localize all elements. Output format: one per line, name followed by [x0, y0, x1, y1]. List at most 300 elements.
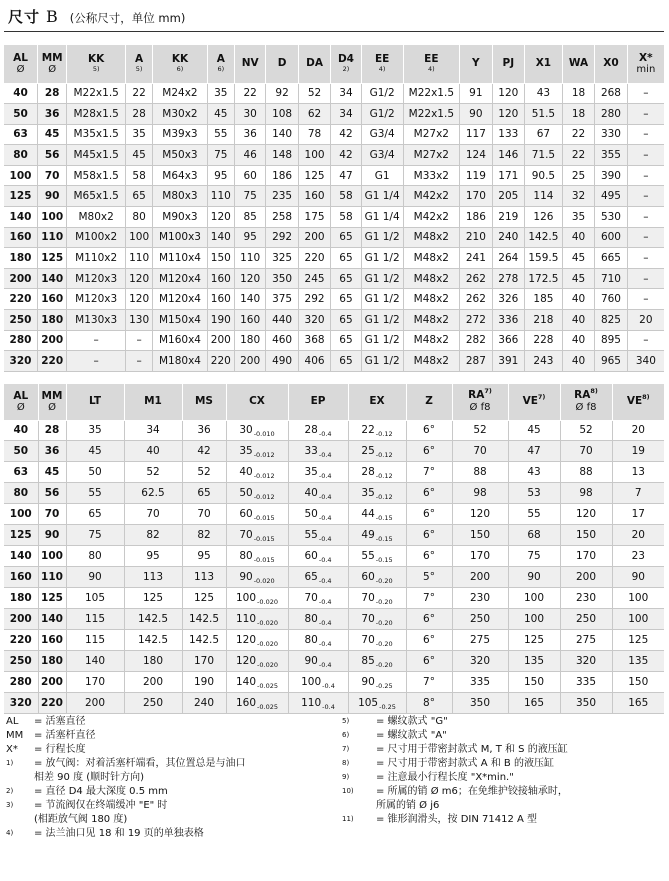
table-cell: M50x3: [153, 145, 207, 166]
header-footnote: 2): [342, 65, 350, 74]
table-cell: 80: [66, 546, 124, 567]
table-cell: 7°: [406, 588, 452, 609]
table-cell: 20: [627, 310, 664, 331]
table-cell: 220: [298, 248, 330, 269]
header-label: KK: [171, 53, 189, 66]
tolerance-value: -0.025: [257, 702, 278, 711]
nominal-value: 100: [235, 591, 257, 604]
table-cell: 220: [38, 692, 66, 713]
header-label: RA: [468, 389, 485, 402]
table-cell: 22: [562, 145, 594, 166]
table-cell: 125: [612, 629, 664, 650]
table-cell: 175: [298, 207, 330, 228]
table-cell: [288, 671, 348, 692]
table-cell: –: [627, 227, 664, 248]
table-cell: 71.5: [525, 145, 563, 166]
nominal-value: 30: [239, 424, 253, 437]
table-cell: 148: [266, 145, 298, 166]
table-cell: –: [126, 351, 153, 372]
table-cell: 78: [298, 124, 330, 145]
table-cell: –: [627, 289, 664, 310]
table-cell: [226, 525, 288, 546]
table-cell: 124: [460, 145, 492, 166]
dimension-table-1: [4, 45, 664, 372]
nominal-value: 90: [239, 571, 253, 584]
nominal-value: 100: [301, 675, 322, 688]
title-rule: [4, 31, 664, 32]
notes-right: [342, 715, 664, 827]
table-cell: M48x2: [403, 310, 460, 331]
tolerance-value: -0.15: [375, 556, 393, 565]
header-label: M1: [144, 395, 162, 408]
note-text: = 行程长度: [34, 744, 86, 755]
table-cell: 19: [612, 441, 664, 462]
nominal-value: 90: [304, 654, 318, 667]
table-cell: 63: [4, 462, 38, 483]
table-cell: 60: [234, 165, 265, 186]
table-cell: [348, 504, 406, 525]
table-cell: –: [627, 330, 664, 351]
title-prefix: 尺寸: [8, 8, 41, 26]
note-text: 相差 90 度 (顺时针方向): [34, 772, 145, 783]
tolerance-value: -0.4: [318, 514, 332, 523]
table-cell: 133: [492, 124, 524, 145]
table-cell: –: [627, 124, 664, 145]
table-cell: 120: [126, 289, 153, 310]
table-cell: 150: [207, 248, 234, 269]
tolerance-value: -0.015: [253, 535, 275, 544]
table-cell: 220: [38, 351, 67, 372]
table-cell: 65: [331, 330, 361, 351]
table-cell: 65: [331, 248, 361, 269]
table-cell: 135: [508, 650, 560, 671]
table-cell: 355: [595, 145, 627, 166]
table-cell: M48x2: [403, 289, 460, 310]
tolerance-value: -0.4: [322, 681, 335, 690]
table-1-header-7: [234, 45, 265, 83]
table-cell: M180x4: [153, 351, 207, 372]
header-label: EX: [369, 395, 385, 408]
table-cell: 125: [298, 165, 330, 186]
nominal-value: 50: [304, 508, 318, 521]
note-label: 5): [342, 717, 350, 725]
table-cell: 218: [525, 310, 563, 331]
table-cell: 200: [298, 227, 330, 248]
table-cell: [348, 608, 406, 629]
table-cell: 200: [234, 351, 265, 372]
table-cell: 58: [331, 186, 361, 207]
table-cell: 100: [298, 145, 330, 166]
tolerance-value: -0.20: [375, 597, 393, 606]
table-cell: 65: [331, 268, 361, 289]
header-footnote: 6): [176, 65, 184, 74]
table-cell: 320: [4, 692, 38, 713]
table-cell: 110: [234, 248, 265, 269]
table-cell: 80: [126, 207, 153, 228]
header-label: EE: [424, 53, 439, 66]
table-cell: [226, 483, 288, 504]
tolerance-value: -0.012: [253, 493, 275, 502]
table-cell: 6°: [406, 504, 452, 525]
table-1-header-5: [153, 45, 207, 83]
table-cell: [288, 483, 348, 504]
table-cell: 235: [266, 186, 298, 207]
table-cell: 368: [298, 330, 330, 351]
table-cell: 120: [126, 268, 153, 289]
table-cell: M35x1.5: [67, 124, 126, 145]
table-cell: 170: [66, 671, 124, 692]
tolerance-value: -0.4: [318, 493, 332, 502]
table-cell: M42x2: [403, 207, 460, 228]
table-cell: 180: [38, 310, 67, 331]
table-cell: M24x2: [153, 83, 207, 104]
header-footnote: 8): [590, 387, 598, 396]
table-cell: [226, 692, 288, 713]
table-cell: 262: [460, 268, 492, 289]
note-item: [6, 715, 326, 729]
table-cell: 55: [207, 124, 234, 145]
header-label-line: [509, 392, 560, 408]
tolerance-value: -0.020: [257, 597, 278, 606]
table-cell: 45: [207, 104, 234, 125]
table-cell: 200: [124, 671, 182, 692]
table-cell: 366: [492, 330, 524, 351]
note-text: = 活塞杆直径: [34, 730, 96, 741]
header-label: WA: [568, 57, 589, 70]
table-cell: [226, 650, 288, 671]
table-cell: 142.5: [182, 629, 226, 650]
table-cell: 43: [508, 462, 560, 483]
table-cell: –: [627, 165, 664, 186]
table-cell: 275: [560, 629, 612, 650]
table-1-header-17: [595, 45, 627, 83]
table-cell: 241: [460, 248, 492, 269]
table-cell: 52: [298, 83, 330, 104]
nominal-value: 160: [235, 696, 257, 709]
table-2-header-5: [182, 384, 226, 420]
table-cell: 8°: [406, 692, 452, 713]
table-cell: G1 1/2: [361, 330, 403, 351]
table-cell: [348, 462, 406, 483]
table-cell: [226, 588, 288, 609]
table-cell: –: [627, 104, 664, 125]
table-cell: 120: [492, 83, 524, 104]
table-cell: [348, 546, 406, 567]
table-cell: 110: [38, 227, 67, 248]
table-cell: 140: [4, 546, 38, 567]
table-cell: [348, 567, 406, 588]
nominal-value: 40: [239, 466, 253, 479]
header-label-line: [289, 396, 348, 407]
nominal-value: 65: [304, 571, 318, 584]
table-cell: 22: [562, 124, 594, 145]
table-cell: 45: [38, 124, 67, 145]
table-cell: 325: [266, 248, 298, 269]
table-cell: 125: [182, 588, 226, 609]
table-cell: G1 1/2: [361, 227, 403, 248]
tolerance-value: -0.20: [375, 618, 393, 627]
table-cell: 275: [452, 629, 508, 650]
table-cell: 130: [126, 310, 153, 331]
table-cell: 45: [508, 420, 560, 441]
table-cell: [288, 462, 348, 483]
table-cell: 120: [452, 504, 508, 525]
table-cell: 7: [612, 483, 664, 504]
table-cell: 140: [234, 289, 265, 310]
header-label-line: [613, 392, 665, 408]
note-item: [342, 785, 664, 799]
table-cell: 32: [562, 186, 594, 207]
table-cell: 17: [612, 504, 664, 525]
tolerance-value: -0.020: [257, 660, 278, 669]
table-row: [4, 441, 664, 462]
table-cell: 108: [266, 104, 298, 125]
table-cell: 22: [126, 83, 153, 104]
table-cell: 240: [492, 227, 524, 248]
table-cell: 45: [126, 145, 153, 166]
table-cell: 180: [38, 650, 66, 671]
note-text: = 螺纹款式 "A": [376, 730, 447, 741]
note-label: 6): [342, 731, 350, 739]
table-cell: 120: [207, 207, 234, 228]
tolerance-value: -0.020: [253, 577, 275, 586]
tolerance-value: -0.4: [318, 618, 332, 627]
table-cell: M28x1.5: [67, 104, 126, 125]
table-cell: 45: [38, 462, 66, 483]
table-row: [4, 83, 664, 104]
table-cell: [226, 420, 288, 441]
table-cell: 220: [4, 289, 38, 310]
header-footnote: 4): [378, 65, 386, 74]
nominal-value: 110: [235, 612, 257, 625]
nominal-value: 28: [361, 466, 375, 479]
nominal-value: 44: [361, 508, 375, 521]
table-2-header-4: [124, 384, 182, 420]
table-cell: 165: [612, 692, 664, 713]
header-label-line: [349, 396, 406, 407]
nominal-value: 35: [361, 487, 375, 500]
note-text: = 注意最小行程长度 "X*min.": [376, 772, 514, 783]
table-cell: 228: [525, 330, 563, 351]
table-cell: 200: [38, 330, 67, 351]
note-item: [6, 743, 326, 757]
table-cell: M130x3: [67, 310, 126, 331]
table-cell: 6°: [406, 629, 452, 650]
table-cell: –: [627, 145, 664, 166]
table-cell: M22x1.5: [403, 83, 460, 104]
table-cell: 36: [182, 420, 226, 441]
nominal-value: 33: [304, 445, 318, 458]
table-cell: 100: [508, 588, 560, 609]
table-row: [4, 567, 664, 588]
table-cell: 186: [460, 207, 492, 228]
table-2-header-13: [612, 384, 664, 420]
table-cell: 40: [562, 227, 594, 248]
table-cell: 159.5: [525, 248, 563, 269]
header-label: A: [216, 53, 225, 66]
note-item: [6, 757, 326, 771]
table-cell: 70: [124, 504, 182, 525]
note-label: MM: [6, 730, 24, 741]
table-cell: [288, 525, 348, 546]
table-cell: M27x2: [403, 124, 460, 145]
table-cell: G1 1/4: [361, 186, 403, 207]
table-cell: [226, 671, 288, 692]
table-cell: 5°: [406, 567, 452, 588]
table-cell: 6°: [406, 483, 452, 504]
note-label: 9): [342, 773, 350, 781]
table-row: [4, 351, 664, 372]
table-cell: [288, 650, 348, 671]
header-label: CX: [249, 395, 265, 408]
table-cell: 390: [595, 165, 627, 186]
header-symbol: Ø: [48, 63, 57, 75]
table-cell: 90: [508, 567, 560, 588]
note-text: = 所属的销 Ø m6；在免维护铰接轴承时，: [376, 786, 568, 797]
table-cell: 440: [266, 310, 298, 331]
table-1-header-6: [207, 45, 234, 83]
table-1-header-18: [627, 45, 664, 83]
table-cell: 895: [595, 330, 627, 351]
nominal-value: 80: [304, 612, 318, 625]
tolerance-value: -0.12: [375, 493, 393, 502]
table-cell: 100: [4, 165, 38, 186]
table-cell: 180: [4, 248, 38, 269]
table-cell: 125: [4, 186, 38, 207]
table-2-body: [4, 420, 664, 713]
table-cell: [348, 629, 406, 650]
table-cell: 245: [298, 268, 330, 289]
table-cell: M30x2: [153, 104, 207, 125]
table-cell: 140: [4, 207, 38, 228]
note-item: [6, 785, 326, 799]
table-cell: G1/2: [361, 83, 403, 104]
tolerance-value: -0.025: [257, 681, 278, 690]
table-row: [4, 629, 664, 650]
table-cell: 36: [38, 104, 67, 125]
table-cell: 114: [525, 186, 563, 207]
tolerance-value: -0.4: [318, 472, 332, 481]
table-cell: [288, 588, 348, 609]
nominal-value: 110: [301, 696, 322, 709]
header-symbol: min: [636, 63, 656, 75]
table-cell: 200: [452, 567, 508, 588]
table-row: [4, 462, 664, 483]
table-cell: 262: [460, 289, 492, 310]
note-text: = 直径 D4 最大深度 0.5 mm: [34, 786, 168, 797]
nominal-value: 49: [361, 529, 375, 542]
tolerance-value: -0.12: [375, 430, 393, 439]
table-cell: M120x4: [153, 289, 207, 310]
table-cell: M22x1.5: [67, 83, 126, 104]
table-cell: G1 1/2: [361, 268, 403, 289]
nominal-value: 70: [239, 529, 253, 542]
nominal-value: 70: [361, 633, 375, 646]
note-text: 所属的销 Ø j6: [376, 800, 440, 811]
nominal-value: 60: [361, 571, 375, 584]
table-cell: 495: [595, 186, 627, 207]
table-cell: 82: [124, 525, 182, 546]
table-cell: 142.5: [124, 608, 182, 629]
table-cell: 80: [4, 483, 38, 504]
table-1-header-16: [562, 45, 594, 83]
table-cell: G3/4: [361, 145, 403, 166]
table-cell: 335: [560, 671, 612, 692]
table-cell: –: [126, 330, 153, 351]
table-cell: M120x3: [67, 289, 126, 310]
table-cell: 52: [560, 420, 612, 441]
note-text: = 法兰油口见 18 和 19 页的单独表格: [34, 828, 204, 839]
table-1-header-12: [403, 45, 460, 83]
table-cell: 190: [182, 671, 226, 692]
table-cell: 56: [38, 145, 67, 166]
table-cell: 219: [492, 207, 524, 228]
nominal-value: 80: [239, 550, 253, 563]
table-cell: 113: [182, 567, 226, 588]
table-cell: 250: [560, 608, 612, 629]
note-item: [342, 799, 664, 813]
nominal-value: 70: [361, 591, 375, 604]
table-cell: 320: [4, 351, 38, 372]
table-2-header-10: [452, 384, 508, 420]
header-footnote: 5): [92, 65, 100, 74]
table-1-header-11: [361, 45, 403, 83]
table-cell: 100: [38, 546, 66, 567]
table-cell: 88: [560, 462, 612, 483]
nominal-value: 140: [235, 675, 257, 688]
table-cell: 50: [4, 441, 38, 462]
table-cell: 160: [38, 289, 67, 310]
table-cell: –: [67, 330, 126, 351]
header-label: DA: [306, 57, 323, 70]
table-cell: 90: [66, 567, 124, 588]
tolerance-value: -0.4: [318, 597, 332, 606]
table-2-header-9: [406, 384, 452, 420]
table-cell: 92: [266, 83, 298, 104]
table-cell: 80: [4, 145, 38, 166]
table-cell: 7°: [406, 462, 452, 483]
header-label: RA: [574, 389, 591, 402]
table-1-header-15: [525, 45, 563, 83]
table-row: [4, 608, 664, 629]
table-cell: 160: [207, 289, 234, 310]
table-cell: 98: [560, 483, 612, 504]
table-row: [4, 227, 664, 248]
note-label: 3): [6, 801, 14, 809]
table-cell: 250: [452, 608, 508, 629]
table-row: [4, 671, 664, 692]
table-cell: M39x3: [153, 124, 207, 145]
header-label: X0: [603, 57, 619, 70]
table-cell: 35: [562, 207, 594, 228]
table-cell: 320: [298, 310, 330, 331]
table-cell: 140: [38, 268, 67, 289]
table-cell: –: [67, 351, 126, 372]
tolerance-value: -0.12: [375, 472, 393, 481]
table-cell: 36: [38, 441, 66, 462]
table-row: [4, 289, 664, 310]
table-cell: 180: [4, 588, 38, 609]
table-cell: 200: [4, 608, 38, 629]
header-label: MM: [41, 389, 63, 402]
table-cell: 180: [234, 330, 265, 351]
table-cell: M90x3: [153, 207, 207, 228]
table-cell: 150: [508, 671, 560, 692]
table-cell: 42: [182, 441, 226, 462]
table-cell: [226, 567, 288, 588]
table-cell: G1 1/4: [361, 207, 403, 228]
table-cell: [288, 692, 348, 713]
